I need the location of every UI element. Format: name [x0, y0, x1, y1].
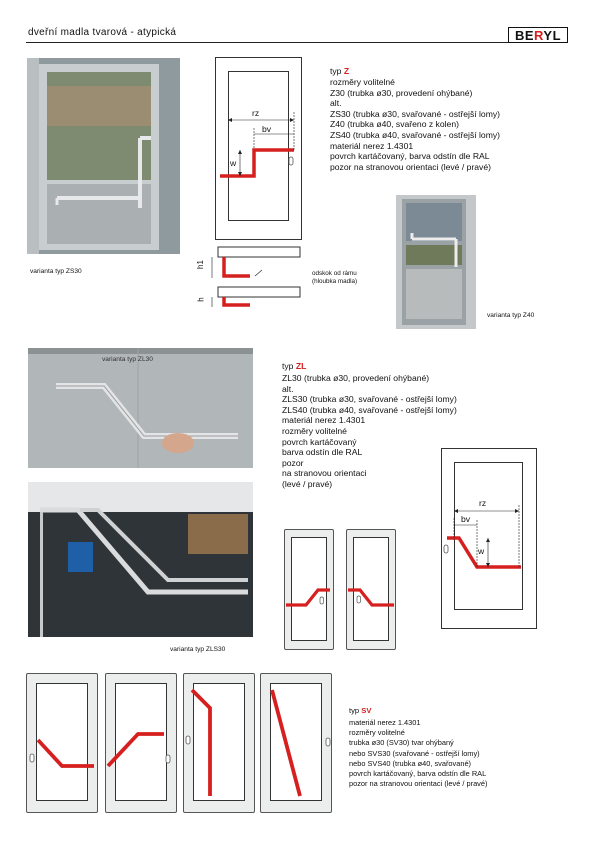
spec-line: povrch kartáčovaný [282, 436, 357, 447]
dim-h1: h1 [195, 260, 205, 269]
dim-bv-zl: bv [461, 514, 471, 524]
spec-line: pozor na stranovou orientaci (levé / pravé) [330, 161, 491, 172]
type-zl-heading: typ ZL [282, 361, 307, 371]
spec-line: nebo SVS40 (trubka ø40, svařované) [349, 758, 472, 768]
type-sv-heading: typ SV [349, 706, 372, 715]
spec-line: materiál nerez 1.4301 [349, 718, 421, 727]
type-z-heading: typ Z [330, 66, 350, 76]
caption-z40: varianta typ Z40 [487, 312, 535, 319]
spec-line: materiál nerez 1.4301 [282, 415, 366, 426]
beryl-logo: BERYL [508, 27, 568, 43]
spec-line: pozor [282, 457, 304, 468]
spec-line: ZL30 (trubka ø30, provedení ohýbané) [282, 373, 430, 383]
spec-line: rozměry volitelné [330, 77, 395, 87]
frame-note: odskok od rámu (hloubka madla) [312, 270, 358, 285]
dim-rz: rz [252, 108, 260, 118]
spec-line: (levé / pravé) [282, 478, 333, 489]
spec-line: ZS30 (trubka ø30, svařované - ostřejší lomy) [330, 108, 501, 119]
spec-line: rozměry volitelné [349, 728, 405, 738]
spec-line: barva odstín dle RAL [282, 447, 363, 458]
spec-line: materiál nerez 1.4301 [330, 140, 414, 151]
page-title: dveřní madla tvarová - atypická [28, 27, 177, 38]
spec-line: trubka ø30 (SV30) tvar ohýbaný [349, 738, 454, 748]
spec-line: povrch kartáčovaný, barva odstín dle RAL [330, 151, 490, 162]
spec-line: pozor na stranovou orientaci (levé / pravé) [349, 779, 488, 789]
photo-label-zl30: varianta typ ZL30 [102, 356, 153, 363]
spec-line: povrch kartáčovaný, barva odstín dle RAL [349, 769, 487, 779]
spec-line: nebo SVS30 (svařované - ostřejší lomy) [349, 748, 480, 758]
spec-line: alt. [330, 98, 342, 109]
spec-line: ZS40 (trubka ø40, svařované - ostřejší lomy) [330, 129, 501, 140]
dim-w-zl: w [478, 546, 485, 556]
dim-rz-zl: rz [479, 498, 487, 508]
caption-zls30: varianta typ ZLS30 [170, 646, 226, 653]
spec-line: ZLS30 (trubka ø30, svařované - ostřejší lomy) [282, 394, 457, 405]
dim-bv: bv [262, 124, 272, 134]
spec-line: rozměry volitelné [282, 425, 347, 436]
spec-line: ZLS40 (trubka ø40, svařované - ostřejší lomy) [282, 404, 457, 415]
spec-line: Z40 (trubka ø40, svařeno z kolen) [330, 119, 459, 130]
dim-w: w [230, 158, 237, 168]
spec-line: alt. [282, 383, 294, 394]
dim-h2: h [196, 297, 206, 302]
type-sv-spec-list [349, 718, 487, 789]
spec-line: Z30 (trubka ø30, provedení ohýbané) [330, 87, 473, 98]
caption-zs30: varianta typ ZS30 [30, 268, 82, 275]
spec-line: na stranovou orientaci [282, 468, 367, 479]
